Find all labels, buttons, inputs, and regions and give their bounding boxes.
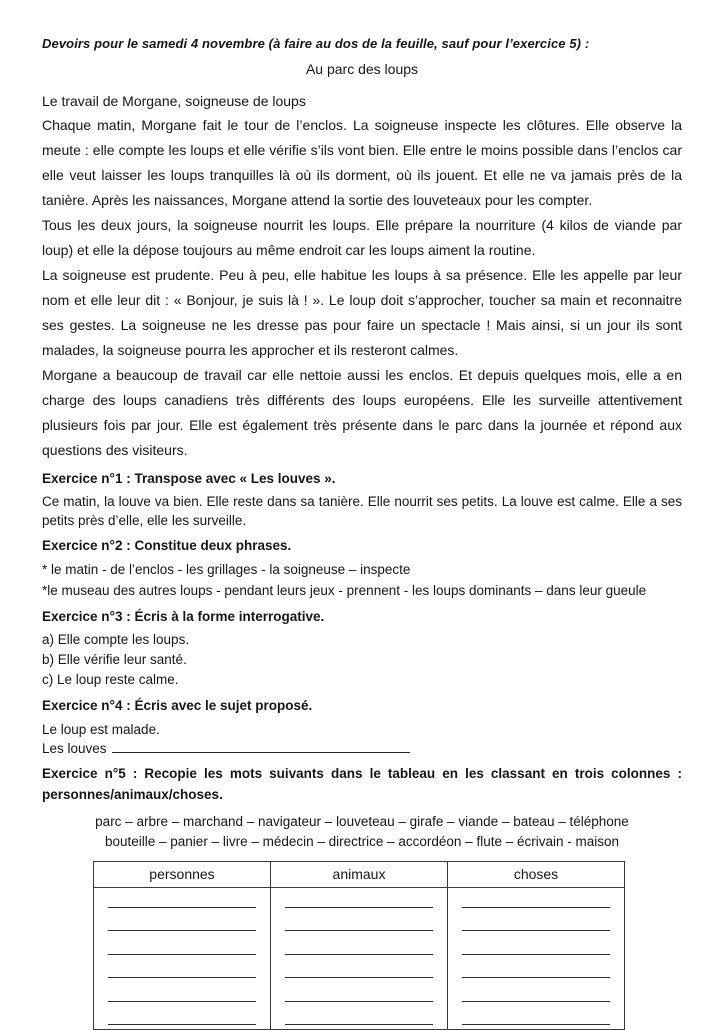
cell-writing-line <box>285 930 433 931</box>
cell-writing-line <box>462 977 610 978</box>
cell-writing-line <box>108 977 256 978</box>
table-header-cell: choses <box>447 862 624 887</box>
table-blank-row <box>94 888 624 912</box>
paragraph: Chaque matin, Morgane fait le tour de l’enclos. La soigneuse inspecte les clôtures. Elle observe la meute : elle compte les loups et elle vérifie s’ils vont bien. Elle entre le moins possible dans l’enclos car elle veut laisser les loups tranquilles là où ils dorment, où ils jouent. Et elle ne va jamais près de la tanière. Après les naissances, Morgane attend la sortie des louveteaux pour les compter. <box>42 117 682 208</box>
word-list <box>42 812 682 852</box>
cell-writing-line <box>108 1024 256 1025</box>
table-cell <box>94 888 270 912</box>
exercise-2-heading: Exercice n°2 : Constitue deux phrases. <box>42 538 292 553</box>
list-item: *le museau des autres loups - pendant leurs jeux - prennent - les loups dominants – dans leur gueule <box>42 583 647 598</box>
cell-writing-line <box>285 954 433 955</box>
table-blank-row <box>94 982 624 1006</box>
list-item: b) Elle vérifie leur santé. <box>42 652 187 667</box>
table-cell <box>94 912 270 936</box>
cell-writing-line <box>462 954 610 955</box>
table-header-cell: personnes <box>149 866 215 882</box>
cell-writing-line <box>285 1001 433 1002</box>
exercise-2-items <box>42 559 682 601</box>
sentence-with-blank <box>42 739 682 758</box>
table-blank-row <box>94 1006 624 1030</box>
table-cell <box>270 912 447 936</box>
intro-line: Le travail de Morgane, soigneuse de loups <box>42 93 306 109</box>
table-cell <box>447 888 624 912</box>
paragraph: Tous les deux jours, la soigneuse nourrit les loups. Elle prépare la nourriture (4 kilos de viande par loup) et elle la dépose toujours au même endroit car les loups aiment la routine. <box>42 217 682 258</box>
list-item: * le matin - de l’enclos - les grillages - la soigneuse – inspecte <box>42 562 411 577</box>
cell-writing-line <box>462 1001 610 1002</box>
table-cell <box>270 982 447 1006</box>
table-header-row <box>94 862 624 888</box>
list-item: c) Le loup reste calme. <box>42 672 179 687</box>
exercise-1-body: Ce matin, la louve va bien. Elle reste dans sa tanière. Elle nourrit ses petits. La louve est calme. Elle a ses petits près d’elle, elle les surveille. <box>42 494 682 528</box>
cell-writing-line <box>462 930 610 931</box>
table-cell <box>270 1006 447 1030</box>
table-header-cell: animaux <box>270 862 447 887</box>
table-cell <box>447 912 624 936</box>
table-cell <box>94 1006 270 1030</box>
cell-writing-line <box>462 1024 610 1025</box>
exercise-3-heading: Exercice n°3 : Écris à la forme interrogative. <box>42 609 325 624</box>
table-cell <box>270 888 447 912</box>
cell-writing-line <box>285 907 433 908</box>
list-item: a) Elle compte les loups. <box>42 632 190 647</box>
fill-blank-line <box>112 742 410 753</box>
table-cell <box>447 1006 624 1030</box>
table-blank-row <box>94 935 624 959</box>
cell-writing-line <box>108 1001 256 1002</box>
cell-writing-line <box>108 954 256 955</box>
table-cell <box>447 959 624 983</box>
classification-table <box>93 861 625 1030</box>
exercise-1-heading: Exercice n°1 : Transpose avec « Les louves ». <box>42 471 336 486</box>
table-cell <box>447 935 624 959</box>
table-cell <box>94 935 270 959</box>
cell-writing-line <box>108 907 256 908</box>
table-blank-row <box>94 959 624 983</box>
doc-subtitle: Au parc des loups <box>305 61 419 77</box>
table-cell <box>270 935 447 959</box>
doc-title: Devoirs pour le samedi 4 novembre (à faire au dos de la feuille, sauf pour l’exercice 5) : <box>42 36 590 51</box>
table-cell <box>270 959 447 983</box>
blank-prefix: Les louves <box>42 741 107 756</box>
cell-writing-line <box>108 930 256 931</box>
table-cell <box>94 982 270 1006</box>
words-line: parc – arbre – marchand – navigateur – louveteau – girafe – viande – bateau – téléphone <box>95 814 629 829</box>
table-blank-row <box>94 912 624 936</box>
cell-writing-line <box>285 977 433 978</box>
paragraph: La soigneuse est prudente. Peu à peu, elle habitue les loups à sa présence. Elle les appelle par leur nom et elle leur dit : « Bonjour, je suis là ! ». Le loup doit s’approcher, toucher sa main et reconnaitre ses gestes. La soigneuse ne les dresse pas pour faire un spectacle ! Mais ainsi, si un jour ils sont malades, la soigneuse pourra les approcher et ils resteront calmes. <box>42 267 682 358</box>
cell-writing-line <box>462 907 610 908</box>
paragraph: Morgane a beaucoup de travail car elle nettoie aussi les enclos. Et depuis quelques mois, elle a en charge des loups canadiens très différents des loups européens. Elle les surveille attentivement plusieurs fois par jour. Elle est également très présente dans le parc dans la journée et répond aux questions des visiteurs. <box>42 367 682 458</box>
exercise-5-heading: Exercice n°5 : Recopie les mots suivants dans le tableau en les classant en trois colonnes : personnes/animaux/choses. <box>42 766 682 802</box>
table-cell <box>94 959 270 983</box>
exercise-4-lines <box>42 720 682 758</box>
words-line: bouteille – panier – livre – médecin – directrice – accordéon – flute – écrivain - maison <box>104 834 620 849</box>
exercise-4-heading: Exercice n°4 : Écris avec le sujet proposé. <box>42 698 313 713</box>
cell-writing-line <box>285 1024 433 1025</box>
table-blank-rows <box>94 888 624 1029</box>
exercise-3-items <box>42 630 682 690</box>
table-cell <box>447 982 624 1006</box>
sentence: Le loup est malade. <box>42 722 160 737</box>
